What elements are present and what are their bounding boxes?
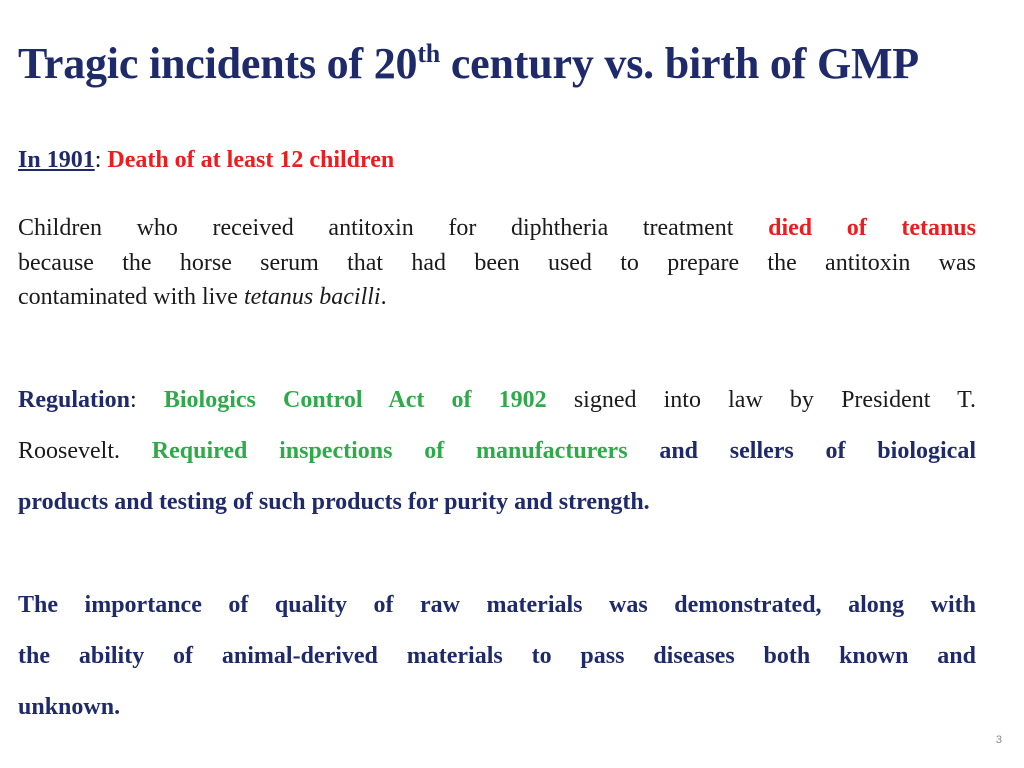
description-line-2: because the horse serum that had been used to prepare the antitoxin was (18, 249, 976, 276)
regulation-label: Regulation (18, 387, 131, 413)
title-main: Tragic incidents of 20 (18, 39, 418, 88)
regulation-act-name: Biologics Control Act of 1902 (163, 387, 547, 413)
page-number: 3 (995, 734, 1002, 746)
incident-separator: : (94, 147, 108, 173)
description-line-1 (18, 211, 976, 246)
regulation-separator: : (130, 387, 164, 413)
description-text-3: contaminated with live (18, 284, 244, 310)
regulation-line-3: products and testing of such products for purity and strength. (18, 489, 650, 515)
description-period: . (380, 284, 387, 310)
regulation-line-1 (18, 375, 976, 426)
description-line-3 (18, 280, 976, 315)
regulation-sellers: and sellers of biological (627, 438, 976, 464)
regulation-line-2 (18, 426, 976, 477)
conclusion-line-2: the ability of animal-derived materials to pass diseases both known and (18, 643, 976, 669)
title-superscript: th (417, 39, 441, 68)
regulation-inspections: Required inspections of manufacturers (151, 438, 628, 464)
slide-title (18, 38, 919, 89)
incident-heading (18, 143, 976, 177)
regulation-roosevelt: Roosevelt. (18, 438, 152, 464)
description-highlight: died of tetanus (768, 215, 976, 241)
regulation-signed-text: signed into law by President T. (546, 387, 976, 413)
incident-year: In 1901 (18, 147, 95, 173)
description-text-1: Children who received antitoxin for diphtheria treatment (18, 215, 769, 241)
title-rest: century vs. birth of GMP (440, 39, 919, 88)
incident-description (18, 211, 976, 315)
conclusion-line-3: unknown. (18, 694, 121, 720)
description-italic: tetanus bacilli (243, 284, 381, 310)
incident-headline: Death of at least 12 children (107, 147, 395, 173)
regulation-block (18, 375, 976, 528)
conclusion-line-1: The importance of quality of raw materials was demonstrated, along with (18, 592, 976, 618)
conclusion-block (18, 580, 976, 733)
